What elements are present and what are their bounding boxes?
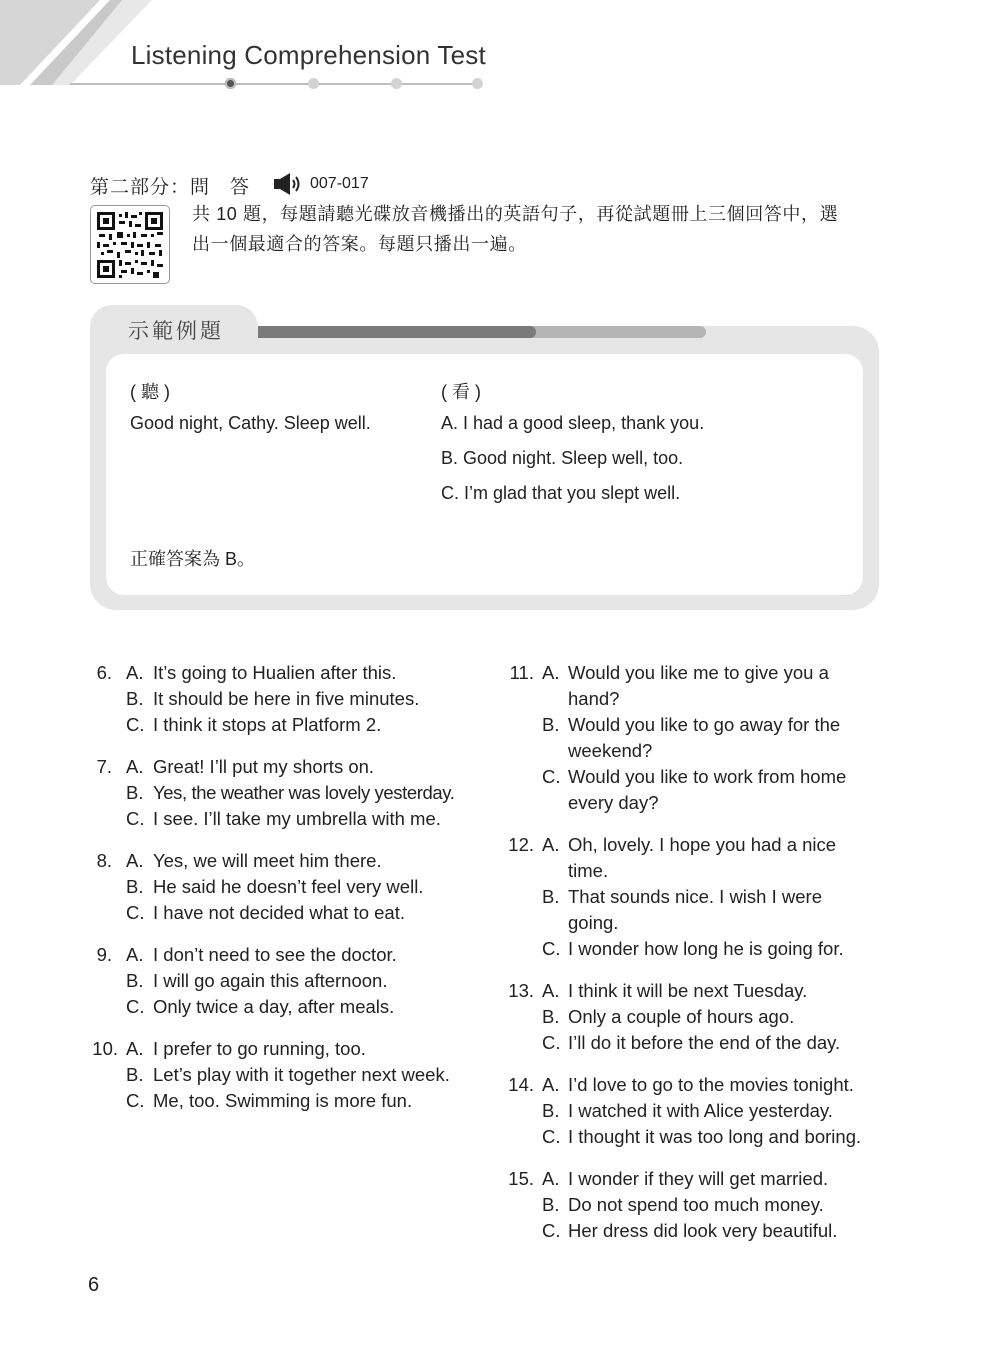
option-letter: A. — [542, 980, 560, 1001]
option-text: I think it will be next Tuesday. — [568, 980, 808, 1001]
option-text: I have not decided what to eat. — [153, 902, 405, 923]
listen-label: ( 聽 ) — [130, 382, 170, 402]
option-text: That sounds nice. I wish I were — [568, 886, 822, 907]
option-text: I see. I’ll take my umbrella with me. — [153, 808, 441, 829]
option-letter: B. — [542, 1006, 560, 1027]
speaker-icon — [272, 172, 306, 196]
option-letter: B. — [542, 1100, 560, 1121]
option-letter: A. — [126, 944, 144, 965]
option-text: I watched it with Alice yesterday. — [568, 1100, 833, 1121]
option-text: Would you like to work from home — [568, 766, 847, 787]
question-number: 9. — [96, 944, 112, 965]
option-text: Yes, the weather was lovely yesterday. — [153, 782, 455, 803]
question-number: 6. — [96, 662, 112, 683]
question-number: 15. — [508, 1168, 534, 1189]
question-number: 8. — [96, 850, 112, 871]
option-letter: A. — [542, 834, 560, 855]
option-text: Her dress did look very beautiful. — [568, 1220, 838, 1241]
example-tab-label: 示範例題 — [128, 320, 224, 343]
instructions-line: 出一個最適合的答案。每題只播出一遍。 — [192, 234, 527, 254]
header-dot — [472, 78, 483, 89]
option-text: It should be here in five minutes. — [153, 688, 420, 709]
option-letter: C. — [126, 714, 145, 735]
option-letter: A. — [542, 1168, 560, 1189]
option-text: I prefer to go running, too. — [153, 1038, 366, 1059]
option-text: I wonder if they will get married. — [568, 1168, 829, 1189]
example-option: C. I’m glad that you slept well. — [441, 483, 681, 503]
option-letter: B. — [542, 1194, 560, 1215]
option-text: I’d love to go to the movies tonight. — [568, 1074, 854, 1095]
option-text: Yes, we will meet him there. — [153, 850, 382, 871]
option-text: I will go again this afternoon. — [153, 970, 388, 991]
question-number: 14. — [508, 1074, 534, 1095]
option-text: weekend? — [568, 740, 653, 761]
option-text: Only a couple of hours ago. — [568, 1006, 795, 1027]
option-letter: C. — [542, 938, 561, 959]
option-letter: C. — [542, 1032, 561, 1053]
option-letter: A. — [542, 662, 560, 683]
option-text: time. — [568, 860, 609, 881]
option-letter: A. — [126, 1038, 144, 1059]
example-option: A. I had a good sleep, thank you. — [441, 413, 705, 433]
option-letter: B. — [126, 970, 144, 991]
example-answer: 正確答案為 B。 — [130, 549, 256, 569]
question-number: 10. — [92, 1038, 118, 1059]
option-letter: B. — [542, 714, 560, 735]
header-dot-active — [225, 78, 236, 89]
instructions-line: 共 10 題，每題請聽光碟放音機播出的英語句子，再從試題冊上三個回答中，選 — [192, 204, 839, 224]
option-text: He said he doesn’t feel very well. — [153, 876, 424, 897]
option-text: I’ll do it before the end of the day. — [568, 1032, 841, 1053]
question-number: 11. — [509, 662, 534, 683]
option-text: I wonder how long he is going for. — [568, 938, 844, 959]
option-text: going. — [568, 912, 619, 933]
question-number: 7. — [96, 756, 112, 777]
option-letter: C. — [126, 808, 145, 829]
option-letter: C. — [542, 766, 561, 787]
option-text: I don’t need to see the doctor. — [153, 944, 397, 965]
section-title: 第二部分：問 答 — [90, 177, 251, 198]
option-letter: B. — [126, 688, 144, 709]
option-letter: C. — [542, 1126, 561, 1147]
option-letter: C. — [126, 902, 145, 923]
option-text: hand? — [568, 688, 620, 709]
instructions — [192, 199, 887, 259]
option-text: Only twice a day, after meals. — [153, 996, 395, 1017]
option-letter: B. — [126, 1064, 144, 1085]
option-text: Oh, lovely. I hope you had a nice — [568, 834, 837, 855]
look-label: ( 看 ) — [441, 382, 481, 402]
option-text: every day? — [568, 792, 659, 813]
example-bar-dark — [258, 326, 536, 338]
option-text: Would you like me to give you a — [568, 662, 829, 683]
question-number: 12. — [508, 834, 534, 855]
option-letter: C. — [542, 1220, 561, 1241]
option-text: Great! I’ll put my shorts on. — [153, 756, 375, 777]
header-dot — [391, 78, 402, 89]
option-text: It’s going to Hualien after this. — [153, 662, 397, 683]
page-number: 6 — [88, 1274, 100, 1296]
option-text: Let’s play with it together next week. — [153, 1064, 450, 1085]
option-letter: C. — [126, 996, 145, 1017]
track-code: 007-017 — [310, 175, 369, 192]
example-bar-light — [528, 326, 706, 338]
option-letter: B. — [126, 876, 144, 897]
option-letter: B. — [126, 782, 144, 803]
qr-code — [90, 205, 170, 284]
option-letter: A. — [126, 850, 144, 871]
example-option: B. Good night. Sleep well, too. — [441, 448, 684, 468]
question-number: 13. — [508, 980, 534, 1001]
option-text: Me, too. Swimming is more fun. — [153, 1090, 413, 1111]
option-letter: C. — [126, 1090, 145, 1111]
option-letter: A. — [126, 662, 144, 683]
option-text: Do not spend too much money. — [568, 1194, 824, 1215]
option-letter: B. — [542, 886, 560, 907]
header-rule — [70, 83, 482, 85]
option-text: I think it stops at Platform 2. — [153, 714, 382, 735]
listen-text: Good night, Cathy. Sleep well. — [130, 413, 371, 433]
option-text: I thought it was too long and boring. — [568, 1126, 862, 1147]
header-dot — [308, 78, 319, 89]
page-header-title: Listening Comprehension Test — [131, 40, 486, 70]
option-text: Would you like to go away for the — [568, 714, 841, 735]
option-letter: A. — [542, 1074, 560, 1095]
option-letter: A. — [126, 756, 144, 777]
